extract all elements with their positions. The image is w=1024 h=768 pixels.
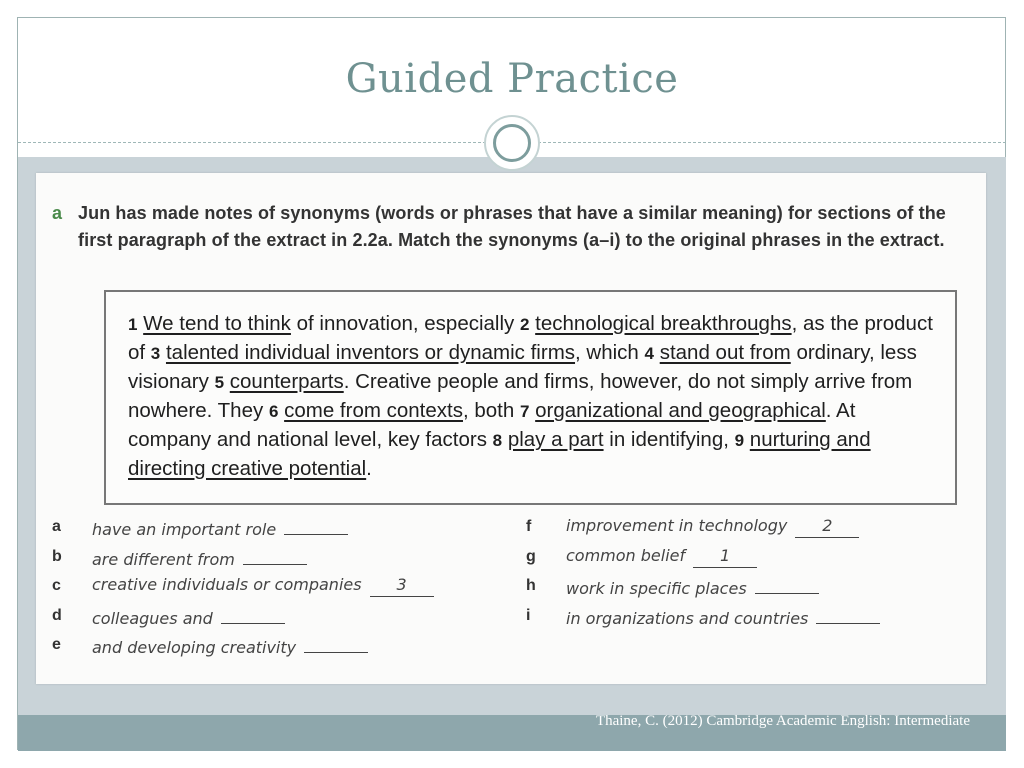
textbook-page-image	[36, 173, 986, 684]
slide-title: Guided Practice	[345, 56, 679, 102]
extract-text-segment: , as the product of	[128, 312, 933, 364]
extract-paragraph	[128, 310, 943, 483]
synonym-item	[526, 605, 966, 635]
synonym-letter: b	[52, 547, 62, 565]
synonym-handwritten-note	[566, 605, 880, 628]
synonym-text: in organizations and countries	[566, 608, 809, 628]
divider-circle-inner	[493, 124, 531, 162]
extract-text-segment: , which	[575, 341, 645, 364]
synonym-text: colleagues and	[92, 608, 213, 628]
extract-underlined-phrase: come from contexts	[284, 399, 463, 422]
synonym-handwritten-note	[92, 546, 307, 569]
synonym-handwritten-note	[92, 605, 285, 628]
source-credit: Thaine, C. (2012) Cambridge Academic English: Intermediate	[595, 713, 970, 729]
answer-blank[interactable]: 3	[370, 578, 434, 597]
synonym-item	[526, 546, 966, 576]
divider-circle-ornament	[484, 115, 540, 171]
extract-text-segment: . Creative people and firms, however, do not simply arrive from nowhere. They	[128, 370, 913, 422]
synonym-letter: g	[526, 547, 536, 565]
answer-blank[interactable]	[243, 546, 307, 565]
extract-underlined-phrase: nurturing and directing creative potential	[128, 428, 871, 480]
synonym-item	[526, 575, 966, 605]
synonym-text: have an important role	[92, 520, 277, 539]
synonym-text: creative individuals or companies	[92, 575, 362, 594]
extract-text-segment: , both	[462, 399, 520, 422]
synonym-item	[52, 546, 502, 576]
synonym-list-right	[526, 516, 966, 634]
extract-number: 9	[734, 431, 745, 450]
synonym-handwritten-note	[92, 634, 368, 657]
synonym-list-left	[52, 516, 502, 664]
synonym-text: and developing creativity	[92, 638, 297, 657]
extract-underlined-phrase: We tend to think	[143, 312, 291, 335]
synonym-letter: e	[52, 636, 61, 653]
extract-underlined-phrase: talented individual inventors or dynamic firms	[165, 341, 576, 364]
synonym-letter: f	[526, 518, 532, 535]
synonym-text: improvement in technology	[566, 516, 788, 535]
synonym-text: common belief	[566, 545, 686, 565]
extract-number: 3	[150, 344, 161, 363]
answer-blank[interactable]	[221, 605, 285, 624]
answer-blank[interactable]	[755, 575, 819, 594]
extract-number: 5	[214, 373, 225, 392]
synonym-text: are different from	[92, 549, 235, 569]
synonym-item	[526, 516, 966, 546]
extract-number: 4	[644, 344, 654, 363]
extract-underlined-phrase: stand out from	[659, 341, 791, 364]
extract-underlined-phrase: organizational and geographical	[535, 399, 826, 422]
extract-text-segment: ordinary, less visionary	[128, 341, 917, 393]
synonym-letter: i	[526, 606, 531, 624]
answer-blank[interactable]	[304, 634, 368, 653]
synonym-handwritten-note	[92, 575, 434, 597]
extract-number: 8	[492, 431, 503, 450]
synonym-handwritten-note	[566, 546, 757, 568]
exercise-instruction	[52, 200, 952, 254]
extract-number: 6	[268, 402, 279, 421]
answer-blank[interactable]: 2	[795, 519, 859, 538]
synonym-item	[52, 605, 502, 635]
extract-number: 2	[520, 315, 530, 334]
extract-text-segment: of innovation, especially	[290, 312, 520, 335]
synonym-letter: a	[52, 518, 61, 535]
answer-blank[interactable]	[816, 605, 880, 624]
synonym-item	[52, 516, 502, 546]
synonym-item	[52, 575, 502, 605]
synonym-item	[52, 634, 502, 664]
synonym-text: work in specific places	[566, 579, 747, 598]
answer-blank[interactable]	[284, 516, 348, 535]
synonym-letter: c	[52, 577, 61, 594]
extract-underlined-phrase: counterparts	[229, 370, 344, 393]
extract-box	[104, 290, 957, 505]
instruction-text: Jun has made notes of synonyms (words or phrases that have a similar meaning) for sections of the first paragraph of the extract in 2.2a. Match the synonyms (a–i) to the original phrases in the extract.	[78, 203, 946, 250]
extract-number: 7	[519, 402, 530, 421]
exercise-letter: a	[52, 203, 63, 223]
extract-underlined-phrase: play a part	[507, 428, 604, 451]
extract-underlined-phrase: technological breakthroughs	[535, 312, 792, 335]
synonym-letter: h	[526, 577, 536, 594]
extract-number: 1	[128, 315, 138, 334]
answer-blank[interactable]: 1	[693, 549, 757, 568]
synonym-handwritten-note	[92, 516, 348, 539]
synonym-handwritten-note	[566, 516, 859, 538]
synonym-handwritten-note	[566, 575, 819, 598]
synonym-letter: d	[52, 606, 62, 624]
extract-text-segment: .	[366, 457, 372, 480]
extract-text-segment: in identifying,	[603, 428, 735, 451]
extract-text-segment: . At company and national level, key factors	[128, 399, 856, 451]
